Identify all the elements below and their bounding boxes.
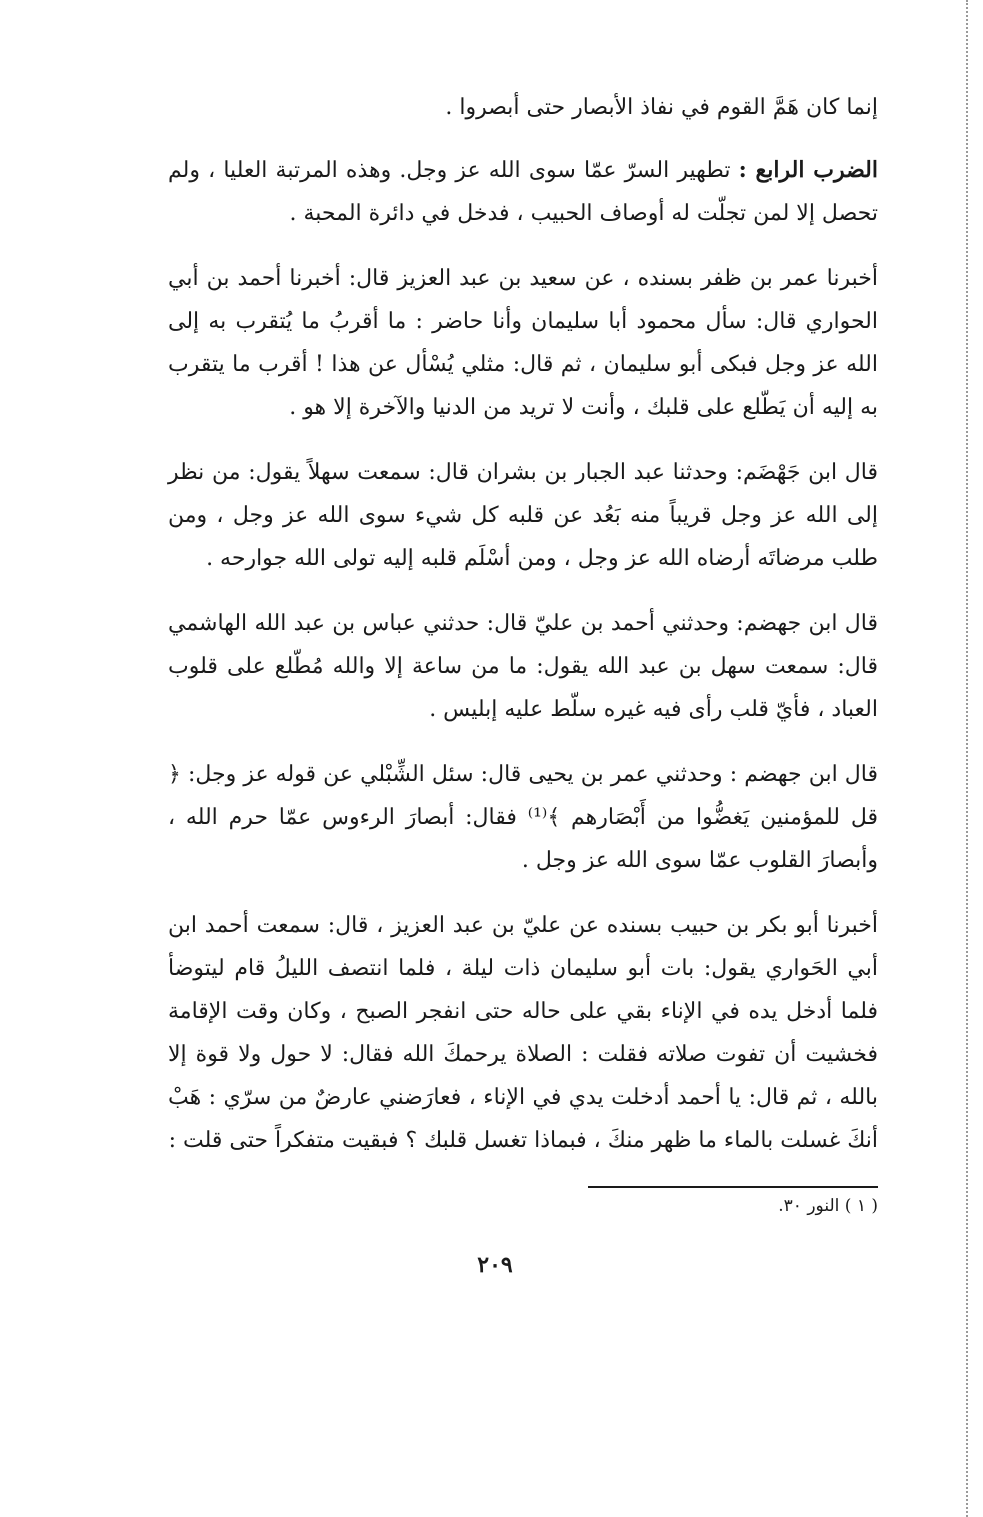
paragraph-1 [168, 86, 878, 129]
paragraph-5 [168, 602, 878, 731]
paragraph-6-text: قال ابن جهضم : وحدثني عمر بن يحيى قال: سئل الشِّبْلي عن قوله عز وجل: ﴿ قل للمؤمنين يَغضُّوا من أَبْصَارهم ﴾⁽¹⁾ فقال: أبصارَ الرءوس عمّا حرم الله ، وأبصارَ القلوب عمّا سوى الله عز وجل . [168, 762, 878, 873]
paragraph-7 [168, 904, 878, 1162]
footnote-divider [588, 1186, 878, 1188]
paragraph-3 [168, 257, 878, 429]
paragraph-3-text: أخبرنا عمر بن ظفر بسنده ، عن سعيد بن عبد العزيز قال: أخبرنا أحمد بن أبي الحواري قال: سأل محمود أبا سليمان وأنا حاضر : ما أقربُ ما يُتقرب به إلى الله عز وجل فبكى أبو سليمان ، ثم قال: مثلي يُسْأل عن هذا ! أقرب ما يتقرب به إليه أن يَطّلع على قلبك ، وأنت لا تريد من الدنيا والآخرة إلا هو . [168, 266, 878, 420]
paragraph-5-text: قال ابن جهضم: وحدثني أحمد بن عليّ قال: حدثني عباس بن عبد الله الهاشمي قال: سمعت سهل بن عبد الله يقول: ما من ساعة إلا والله مُطّلع على قلوب العباد ، فأيّ قلب رأى فيه غيره سلّط عليه إبليس . [168, 611, 878, 722]
paragraph-2 [168, 149, 878, 235]
scan-edge-dots [966, 0, 969, 1517]
paragraph-1-text: إنما كان هَمَّ القوم في نفاذ الأبصار حتى أبصروا . [445, 95, 878, 120]
paragraph-6 [168, 753, 878, 882]
page-number: ٢٠٩ [477, 1252, 513, 1278]
paragraph-7-text: أخبرنا أبو بكر بن حبيب بسنده عن عليّ بن عبد العزيز ، قال: سمعت أحمد ابن أبي الحَواري يقول: بات أبو سليمان ذات ليلة ، فلما انتصف الليلُ قام ليتوضأ فلما أدخل يده في الإناء بقي على حاله حتى انفجر الصبح ، وكان وقت الإقامة فخشيت أن تفوت صلاته فقلت : الصلاة يرحمكَ الله فقال: لا حول ولا قوة إلا بالله ، ثم قال: يا أحمد أدخلت يدي في الإناء ، فعارَضني عارضٌ من سرّي : هَبْ أنكَ غسلت بالماء ما ظهر منكَ ، فبماذا تغسل قلبك ؟ فبقيت متفكراً حتى قلت : [168, 913, 878, 1153]
paragraph-4-text: قال ابن جَهْضَم: وحدثنا عبد الجبار بن بشران قال: سمعت سهلاً يقول: من نظر إلى الله عز وجل قريباً منه بَعُد عن قلبه كل شيء سوى الله عز وجل ، ومن طلب مرضاتَه أرضاه الله عز وجل ، ومن أسْلَم قلبه إليه تولى الله جوارحه . [168, 460, 878, 571]
main-text [168, 86, 878, 1184]
paragraph-4 [168, 451, 878, 580]
paragraph-2-heading: الضرب الرابع : [738, 157, 879, 183]
footnote: ( ١ ) النور ٣٠. [778, 1196, 878, 1216]
paragraph-2-text: تطهير السرّ عمّا سوى الله عز وجل. وهذه المرتبة العليا ، ولم تحصل إلا لمن تجلّت له أوصاف الحبيب ، فدخل في دائرة المحبة . [168, 158, 878, 226]
